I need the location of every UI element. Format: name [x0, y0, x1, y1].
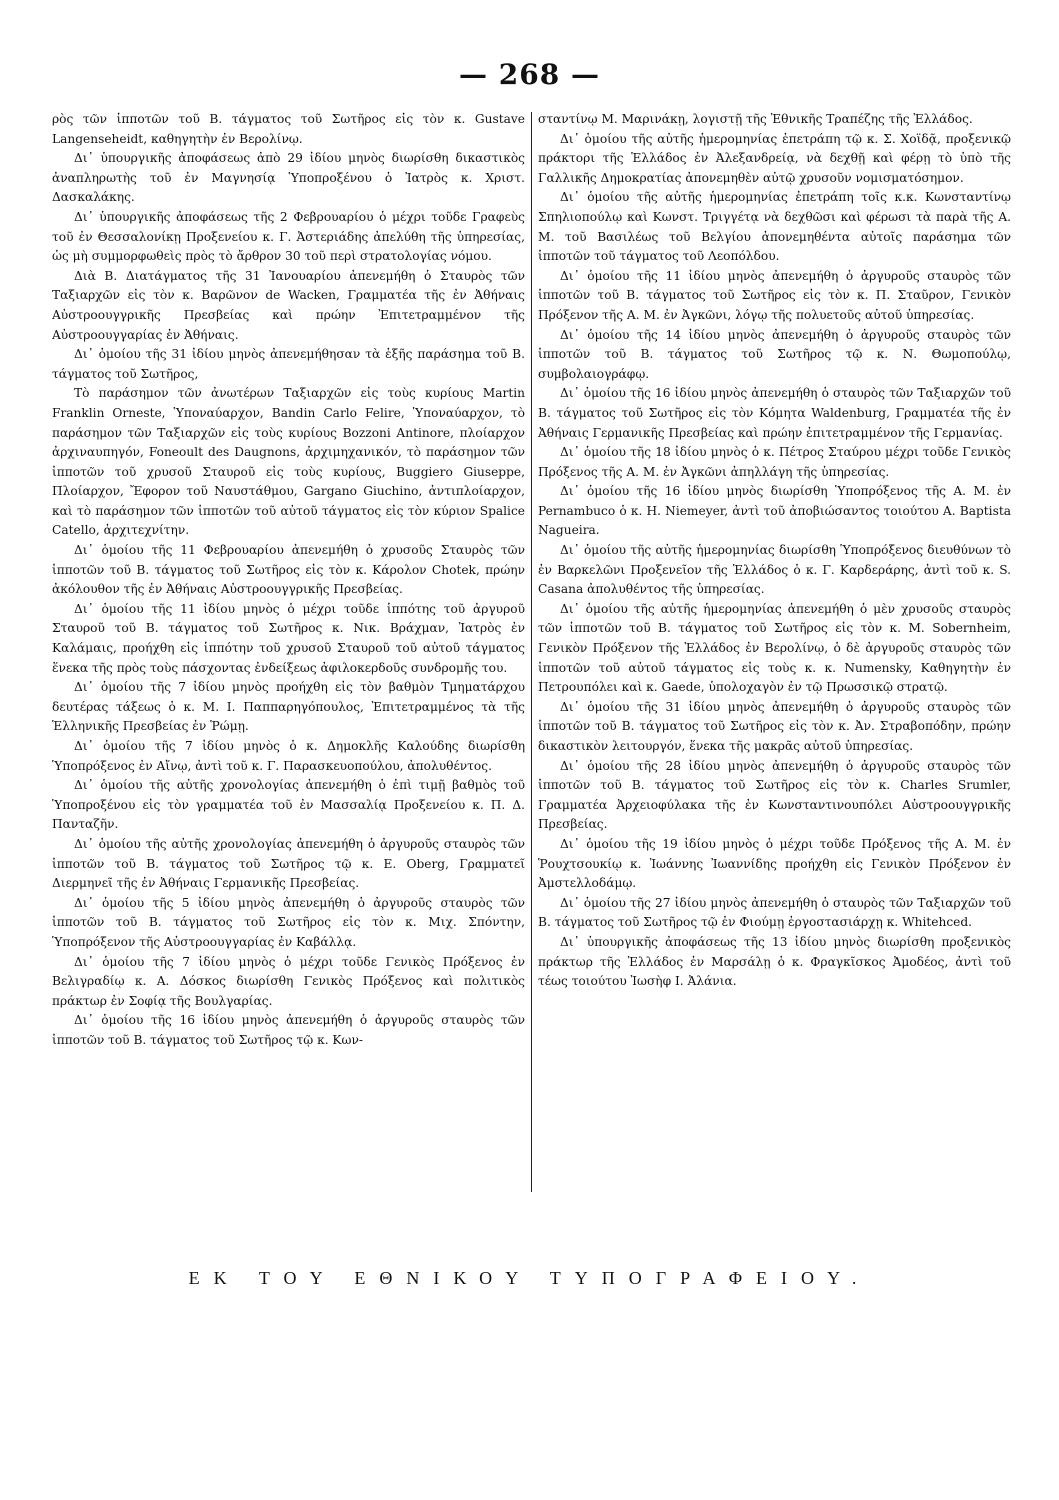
paragraph: Δι᾽ ὁμοίου τῆς 16 ἰδίου μηνὸς διωρίσθη Ὑποπρόξενος τῆς Α. Μ. ἐν Pernambuco ὁ κ. H. Niemeyer, ἀντὶ τοῦ ἀποβιώσαντος τοιούτου A. Baptista Nagueira. — [538, 484, 1011, 538]
paragraph: Δι᾽ ὑπουργικῆς ἀποφάσεως ἀπὸ 29 ἰδίου μηνὸς διωρίσθη δικαστικὸς ἀναπληρωτὴς τοῦ ἐν Μαγνησίᾳ Ὑποπροξένου ὁ Ἰατρὸς κ. Χριστ. Δασκαλάκης. — [52, 151, 525, 205]
paragraph: σταντίνῳ Μ. Μαρινάκῃ, λογιστῇ τῆς Ἐθνικῆς Τραπέζης τῆς Ἑλλάδος. — [538, 112, 973, 126]
paragraph: Δι᾽ ὁμοίου τῆς αὐτῆς χρονολογίας ἀπενεμήθη ὁ ἀργυροῦς σταυρὸς τῶν ἱπποτῶν τοῦ Β. τάγματος τοῦ Σωτῆρος τῷ κ. E. Oberg, Γραμματεῖ Διερμηνεῖ τῆς ἐν Ἀθήναις Γερμανικῆς Πρεσβείας. — [52, 836, 525, 891]
paragraph: Δι᾽ ὁμοίου τῆς 11 ἰδίου μηνὸς ἀπενεμήθη ὁ ἀργυροῦς σταυρὸς τῶν ἱπποτῶν τοῦ Β. τάγματος τοῦ Σωτῆρος εἰς τὸν κ. Π. Σταῦρον, Γενικὸν Πρόξενον τῆς Α. Μ. ἐν Ἀγκῶνι, λόγῳ τῆς πολυετοῦς αὐτοῦ ὑπηρεσίας. — [538, 268, 1011, 322]
right-column — [532, 110, 1011, 1210]
paragraph: Δι᾽ ὁμοίου τῆς 18 ἰδίου μηνὸς ὁ κ. Πέτρος Σταύρου μέχρι τοῦδε Γενικὸς Πρόξενος τῆς Α. Μ. ἐν Ἀγκῶνι ἀπηλλάγη τῆς ὑπηρεσίας. — [538, 445, 1011, 479]
printer-imprint: ΕΚ ΤΟΥ ΕΘΝΙΚΟΥ ΤΥΠΟΓΡΑΦΕΙΟΥ. — [188, 1268, 871, 1288]
paragraph: Δι᾽ ὑπουργικῆς ἀποφάσεως τῆς 2 Φεβρουαρίου ὁ μέχρι τοῦδε Γραφεὺς τοῦ ἐν Θεσσαλονίκῃ Προξενείου κ. Γ. Ἀστεριάδης ἀπελύθη τῆς ὑπηρεσίας, ὡς μὴ συμμορφωθεὶς πρὸς τὸ ἄρθρον 30 τοῦ περὶ στρατολογίας νόμου. — [52, 209, 525, 264]
paragraph: Δι᾽ ὁμοίου τῆς 11 ἰδίου μηνὸς ὁ μέχρι τοῦδε ἱππότης τοῦ ἀργυροῦ Σταυροῦ τοῦ Β. τάγματος τοῦ Σωτῆρος κ. Νικ. Βράχμαν, Ἰατρὸς ἐν Καλάμαις, προήχθη εἰς ἱππότην τοῦ χρυσοῦ Σταυροῦ τοῦ αὐτοῦ τάγματος ἕνεκα τῆς πρὸς τοὺς πάσχοντας ἐνδείξεως ἀφιλοκερδοῦς συνδρομῆς του. — [52, 601, 525, 675]
paragraph: Δι᾽ ὁμοίου τῆς αὐτῆς χρονολογίας ἀπενεμήθη ὁ ἐπὶ τιμῇ βαθμὸς τοῦ Ὑποπροξένου εἰς τὸν γραμματέα τοῦ ἐν Μασσαλίᾳ Προξενείου κ. Π. Δ. Πανταζῆν. — [52, 778, 525, 832]
paragraph: Δι᾽ ὁμοίου τῆς 19 ἰδίου μηνὸς ὁ μέχρι τοῦδε Πρόξενος τῆς Α. Μ. ἐν Ῥουχτσουκίῳ κ. Ἰωάννης Ἰωαννίδης προήχθη εἰς Γενικὸν Πρόξενον ἐν Ἀμστελλοδάμῳ. — [538, 836, 1011, 891]
paragraph: Δι᾽ ὁμοίου τῆς 11 Φεβρουαρίου ἀπενεμήθη ὁ χρυσοῦς Σταυρὸς τῶν ἱπποτῶν τοῦ Β. τάγματος τοῦ Σωτῆρος εἰς τὸν κ. Κάρολον Chotek, πρώην ἀκόλουθον τῆς ἐν Ἀθήναις Αὐστροουγγρικῆς Πρεσβείας. — [52, 543, 525, 597]
paragraph: Δι᾽ ὁμοίου τῆς αὐτῆς ἡμερομηνίας ἐπετράπη τῷ κ. Σ. Χοϊδᾷ, προξενικῷ πράκτορι τῆς Ἑλλάδος ἐν Ἀλεξανδρείᾳ, νὰ δεχθῇ καὶ φέρῃ τὸ ὑπὸ τῆς Γαλλικῆς Δημοκρατίας ἀπονεμηθὲν αὐτῷ χρυσοῦν νομισματόσημον. — [538, 131, 1011, 185]
paragraph: Τὸ παράσημον τῶν ἀνωτέρων Ταξιαρχῶν εἰς τοὺς κυρίους Martin Franklin Orneste, Ὑποναύαρχον, Bandin Carlo Felire, Ὑποναύαρχον, τὸ παράσημον τῶν Ταξιαρχῶν εἰς τοὺς κυρίους Bozzoni Antinore, πλοίαρχον ἀρχιναυπηγόν, Foneoult des Daugnons, ἀρχιμηχανικόν, τὸ παράσημον τῶν ἱπποτῶν τοῦ χρυσοῦ Σταυροῦ εἰς τοὺς κυρίους, Buggiero Giuseppe, Πλοίαρχον, Ἔφορον τοῦ Ναυστάθμου, Gargano Giuchino, ἀντιπλοίαρχον, καὶ τὸ παράσημον τῶν ἱπποτῶν τοῦ αὐτοῦ τάγματος εἰς τὸν κύριον Spalice Catello, ἀρχιτεχνίτην. — [52, 386, 525, 538]
paragraph: Δι᾽ ὑπουργικῆς ἀποφάσεως τῆς 13 ἰδίου μηνὸς διωρίσθη προξενικὸς πράκτωρ τῆς Ἑλλάδος ἐν Μαρσάλῃ ὁ κ. Φραγκῖσκος Ἀμοδέος, ἀντὶ τοῦ τέως τοιούτου Ἰωσὴφ Ι. Ἀλάνια. — [538, 934, 1011, 989]
text-columns — [52, 110, 1012, 1210]
paragraph: ρὸς τῶν ἱπποτῶν τοῦ Β. τάγματος τοῦ Σωτῆρος εἰς τὸν κ. Gustave Langenseheidt, καθηγητὴν ἐν Βερολίνῳ. — [52, 112, 525, 146]
paragraph: Δι᾽ ὁμοίου τῆς 5 ἰδίου μηνὸς ἀπενεμήθη ὁ ἀργυροῦς σταυρὸς τῶν ἱπποτῶν τοῦ Β. τάγματος τοῦ Σωτῆρος εἰς τὸν κ. Μιχ. Σπόντην, Ὑποπρόξενον τῆς Αὐστροουγγαρίας ἐν Καβάλλᾳ. — [52, 895, 525, 949]
paragraph: Δι᾽ ὁμοίου τῆς 28 ἰδίου μηνὸς ἀπενεμήθη ὁ ἀργυροῦς σταυρὸς τῶν ἱπποτῶν τοῦ Β. τάγματος τοῦ Σωτῆρος εἰς τὸν κ. Charles Srumler, Γραμματέα Ἀρχειοφύλακα τῆς ἐν Κωνσταντινουπόλει Αὐστροουγγρικῆς Πρεσβείας. — [538, 758, 1011, 832]
paragraph: Δι᾽ ὁμοίου τῆς 7 ἰδίου μηνὸς προήχθη εἰς τὸν βαθμὸν Τμηματάρχου δευτέρας τάξεως ὁ κ. Μ. Ι. Παππαρηγόπουλος, Ἐπιτετραμμένος τὰ τῆς Ἑλληνικῆς Πρεσβείας ἐν Ῥώμῃ. — [52, 680, 525, 734]
paragraph: Δι᾽ ὁμοίου τῆς 16 ἰδίου μηνὸς ἀπενεμήθη ὁ σταυρὸς τῶν Ταξιαρχῶν τοῦ Β. τάγματος τοῦ Σωτῆρος εἰς τὸν Κόμητα Waldenburg, Γραμματέα τῆς ἐν Ἀθήναις Γερμανικῆς Πρεσβείας καὶ πρώην ἐπιτετραμμένον τῆς Γερμανίας. — [538, 386, 1011, 440]
paragraph: Δι᾽ ὁμοίου τῆς 27 ἰδίου μηνὸς ἀπενεμήθη ὁ σταυρὸς τῶν Ταξιαρχῶν τοῦ Β. τάγματος τοῦ Σωτῆρος τῷ ἐν Φιούμῃ ἐργοστασιάρχῃ κ. Whitehced. — [538, 895, 1011, 930]
page-number: — 268 — — [459, 58, 600, 91]
paragraph: Δι᾽ ὁμοίου τῆς 7 ἰδίου μηνὸς ὁ κ. Δημοκλῆς Καλούδης διωρίσθη Ὑποπρόξενος ἐν Αἴνῳ, ἀντὶ τοῦ κ. Γ. Παρασκευοπούλου, ἀπολυθέντος. — [52, 739, 525, 773]
paragraph: Δι᾽ ὁμοίου τῆς 31 ἰδίου μηνὸς ἀπενεμήθησαν τὰ ἑξῆς παράσημα τοῦ Β. τάγματος τοῦ Σωτῆρος, — [52, 347, 525, 381]
paragraph: Δι᾽ ὁμοίου τῆς 16 ἰδίου μηνὸς ἀπενεμήθη ὁ ἀργυροῦς σταυρὸς τῶν ἱπποτῶν τοῦ Β. τάγματος τοῦ Σωτῆρος τῷ κ. Κων- — [52, 1013, 525, 1047]
paragraph: Δι᾽ ὁμοίου τῆς 7 ἰδίου μηνὸς ὁ μέχρι τοῦδε Γενικὸς Πρόξενος ἐν Βελιγραδίῳ κ. Α. Δόσκος διωρίσθη Γενικὸς Πρόξενος καὶ πολιτικὸς πράκτωρ ἐν Σοφίᾳ τῆς Βουλγαρίας. — [52, 954, 525, 1008]
paragraph: Δι᾽ ὁμοίου τῆς αὐτῆς ἡμερομηνίας διωρίσθη Ὑποπρόξενος διευθύνων τὸ ἐν Βαρκελῶνι Προξενεῖον τῆς Ἑλλάδος ὁ κ. Γ. Καρδεράρης, ἀντὶ τοῦ κ. S. Casana ἀπολυθέντος τῆς ὑπηρεσίας. — [538, 543, 1011, 597]
paragraph: Διὰ Β. Διατάγματος τῆς 31 Ἰανουαρίου ἀπενεμήθη ὁ Σταυρὸς τῶν Ταξιαρχῶν εἰς τὸν κ. Βαρῶνον de Wacken, Γραμματέα τῆς ἐν Ἀθήναις Αὐστροουγγρικῆς Πρεσβείας καὶ πρώην Ἐπιτετραμμένον τῆς Αὐστροουγγαρίας ἐν Ἀθήναις. — [52, 268, 525, 342]
paragraph: Δι᾽ ὁμοίου τῆς 14 ἰδίου μηνὸς ἀπενεμήθη ὁ ἀργυροῦς σταυρὸς τῶν ἱπποτῶν τοῦ Β. τάγματος τοῦ Σωτῆρος τῷ κ. Ν. Θωμοπούλῳ, συμβολαιογράφῳ. — [538, 327, 1011, 381]
paragraph: Δι᾽ ὁμοίου τῆς αὐτῆς ἡμερομηνίας ἐπετράπη τοῖς κ.κ. Κωνσταντίνῳ Σπηλιοπούλῳ καὶ Κωνστ. Τριγγέτᾳ νὰ δεχθῶσι καὶ φέρωσι τὰ παρὰ τῆς Α. Μ. τοῦ Βασιλέως τοῦ Βελγίου ἀπονεμηθέντα αὐτοῖς παράσημα τῶν ἱπποτῶν τοῦ τάγματος τοῦ Λεοπόλδου. — [538, 190, 1011, 264]
paragraph: Δι᾽ ὁμοίου τῆς 31 ἰδίου μηνὸς ἀπενεμήθη ὁ ἀργυροῦς σταυρὸς τῶν ἱπποτῶν τοῦ Β. τάγματος τοῦ Σωτῆρος εἰς τὸν κ. Ἀν. Στραβοπόδην, πρώην δικαστικὸν λειτουργόν, ἕνεκα τῆς μακρᾶς αὐτοῦ ὑπηρεσίας. — [538, 699, 1011, 753]
paragraph: Δι᾽ ὁμοίου τῆς αὐτῆς ἡμερομηνίας ἀπενεμήθη ὁ μὲν χρυσοῦς σταυρὸς τῶν ἱπποτῶν τοῦ Β. τάγματος τοῦ Σωτῆρος εἰς τὸν κ. M. Sobernheim, Γενικὸν Πρόξενον τῆς Ἑλλάδος ἐν Βερολίνῳ, ὁ δὲ ἀργυροῦς σταυρὸς τῶν ἱπποτῶν τοῦ αὐτοῦ τάγματος εἰς τοὺς κ. κ. Numensky, Καθηγητὴν ἐν Πετρουπόλει καὶ κ. Gaede, ὑπολοχαγὸν ἐν τῷ Πρωσσικῷ στρατῷ. — [538, 601, 1011, 695]
left-column — [52, 110, 531, 1210]
